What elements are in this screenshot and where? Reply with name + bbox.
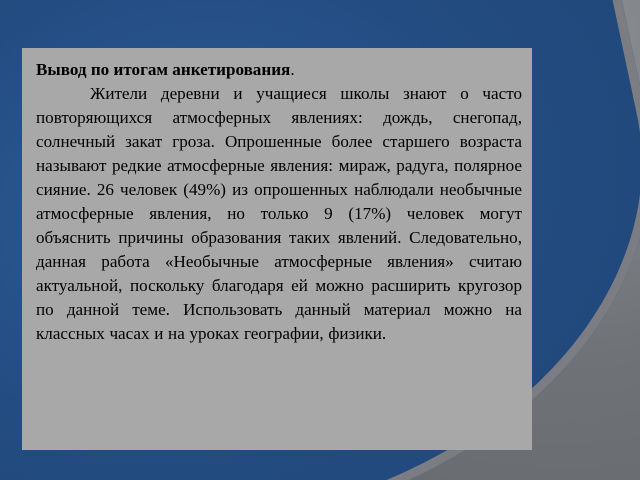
heading-text: Вывод по итогам анкетирования (36, 60, 291, 79)
heading-period: . (290, 60, 295, 79)
survey-conclusion-paragraph: Жители деревни и учащиеся школы знают о часто повторяющихся атмосферных явлениях: дождь, снегопад, солнечный закат гроза. Опрошенные более старшего возраста называют редкие атмосферные явления: мираж, радуга, полярное сияние. 26 человек (49%) из опрошенных наблюдали необычные атмосферные явления, но только 9 (17%) человек могут объяснить причины образования таких явлений. Следовательно, данная работа «Необычные атмосферные явления» считаю актуальной, поскольку благодаря ей можно расширить кругозор по данной теме. Использовать данный материал можно на классных часах и на уроках географии, физики. (36, 84, 522, 343)
survey-conclusion-heading (36, 58, 522, 82)
conclusion-text-box (22, 48, 532, 450)
